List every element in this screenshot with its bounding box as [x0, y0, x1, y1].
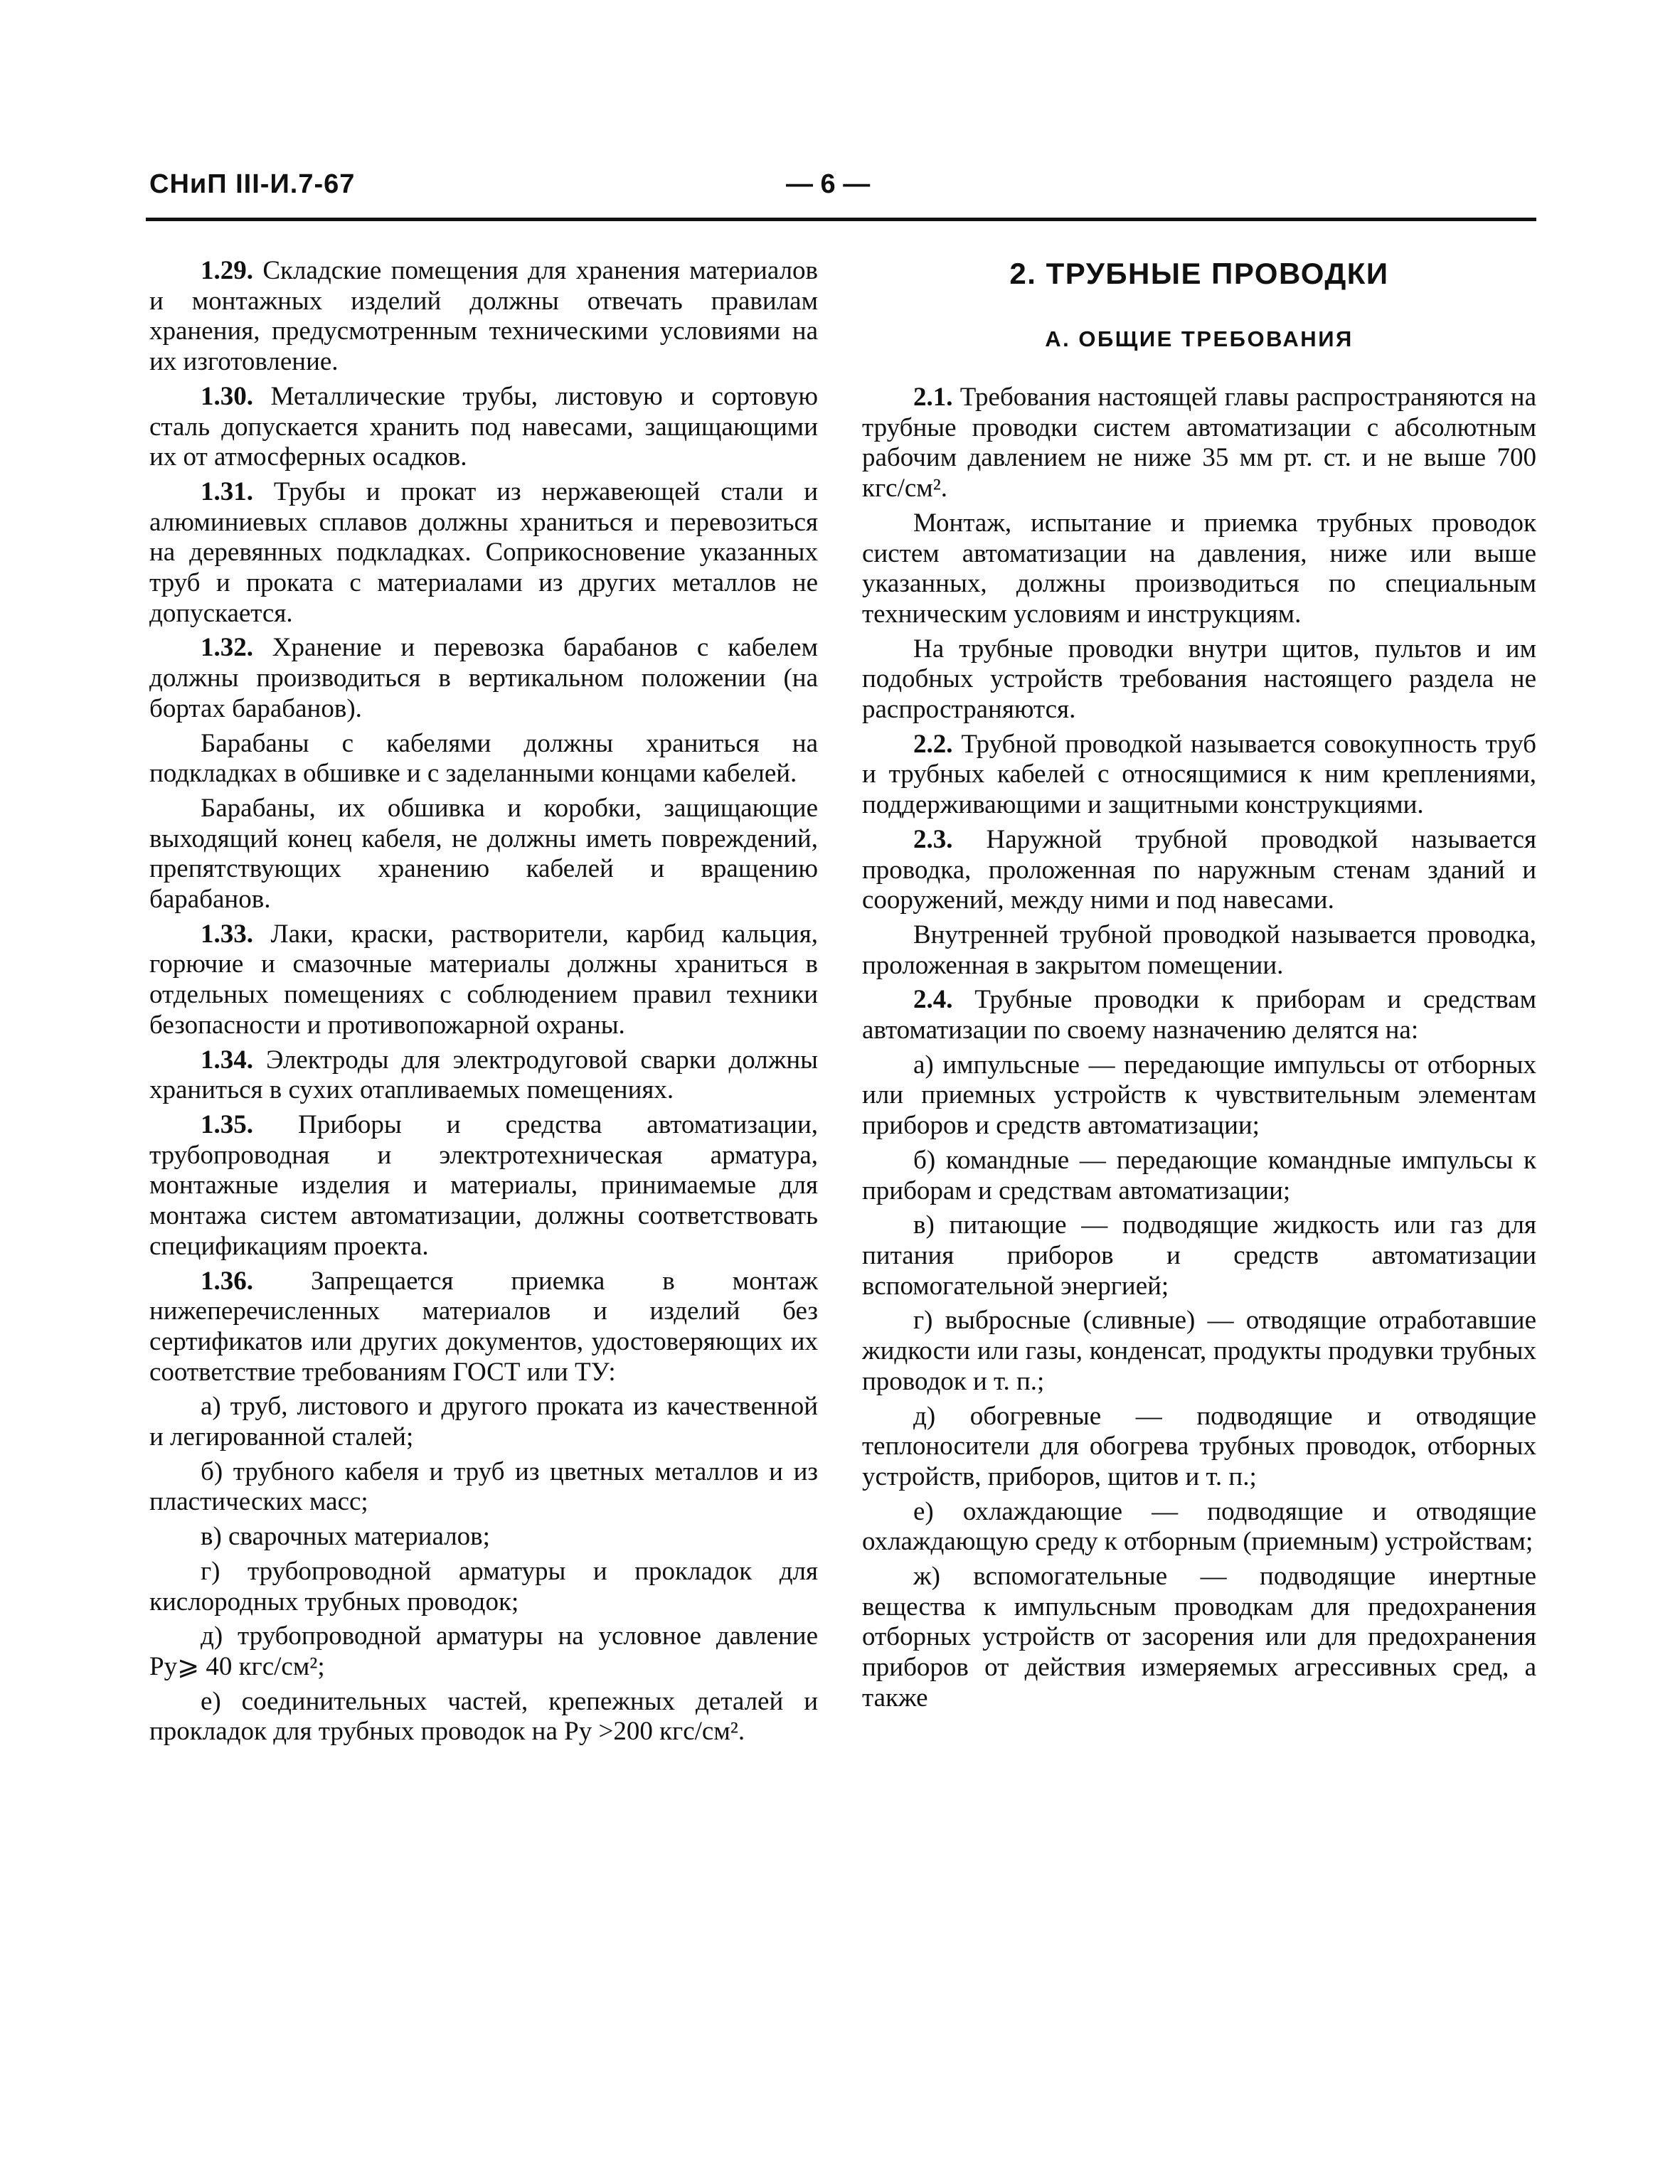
page-number: — 6 —: [786, 169, 871, 199]
list-item: [862, 1497, 1536, 1557]
paragraph-text: Монтаж, испытание и приемка трубных проводок систем автоматизации на давления, ниже или выше указанных, должны производиться по специальным техническим условиям и инструкциям.: [862, 508, 1536, 629]
list-item: [149, 1457, 818, 1518]
paragraph: [149, 256, 818, 378]
paragraph-number: 2.2.: [913, 729, 953, 759]
list-item: [862, 1562, 1536, 1714]
paragraph-text: Трубной проводкой называется совокупность труб и трубных кабелей с относящимися к ним креплениями, поддерживающими и защитными конструкциями.: [862, 729, 1536, 820]
list-item-text: е) охлаждающие — подводящие и отводящие охлаждающую среду к отборным (приемным) устройствам;: [862, 1496, 1536, 1557]
paragraph: [862, 920, 1536, 981]
paragraph-number: 2.4.: [913, 985, 953, 1015]
paragraph-number: 1.33.: [201, 919, 253, 949]
list-item: [149, 1522, 818, 1552]
paragraph-text: Металлические трубы, листовую и сортовую сталь допускается хранить под навесами, защищающими их от атмосферных осадков.: [149, 381, 818, 472]
paragraph: [149, 729, 818, 789]
list-item: [862, 1306, 1536, 1397]
left-column: [149, 256, 818, 1752]
list-item-text: а) труб, листового и другого проката из качественной и легированной сталей;: [149, 1392, 818, 1452]
paragraph-text: Наружной трубной проводкой называется проводка, проложенная по наружным стенам зданий и сооружений, между ними и под навесами.: [862, 824, 1537, 915]
paragraph-number: 1.31.: [201, 476, 253, 506]
paragraph-number: 1.30.: [201, 381, 253, 411]
list-item: [149, 1687, 818, 1747]
paragraph-number: 1.36.: [201, 1266, 253, 1296]
paragraph: [149, 1267, 818, 1388]
list-item: [862, 1050, 1536, 1141]
paragraph: [149, 382, 818, 473]
paragraph-text: Складские помещения для хранения материалов и монтажных изделий должны отвечать правилам хранения, предусмотренным техническими условиями на их изготовление.: [149, 256, 818, 377]
paragraph: [862, 383, 1536, 504]
page-header: [149, 169, 1536, 212]
list-item-text: д) трубопроводной арматуры на условное давление Pу⩾ 40 кгс/см²;: [149, 1621, 818, 1681]
list-item: [149, 1621, 818, 1682]
list-item-text: в) питающие — подводящие жидкость или газ для питания приборов и средств автоматизации вспомогательной энергией;: [862, 1210, 1536, 1301]
list-item: [149, 1557, 818, 1617]
list-item: [862, 1210, 1536, 1301]
paragraph-text: Трубы и прокат из нержавеющей стали и алюминиевых сплавов должны храниться и перевозиться на деревянных подкладках. Соприкосновение указанных труб и проката с материалами из других металлов не допускается.: [149, 476, 818, 628]
paragraph-text: Барабаны с кабелями должны храниться на подкладках в обшивке и с заделанными концами кабелей.: [149, 728, 818, 789]
paragraph: [149, 477, 818, 629]
list-item-text: б) командные — передающие командные импульсы к приборам и средствам автоматизации;: [862, 1145, 1536, 1205]
section-title: 2. ТРУБНЫЕ ПРОВОДКИ: [1009, 257, 1389, 290]
right-column: [862, 256, 1536, 1718]
paragraph: [149, 920, 818, 1041]
list-item-text: г) трубопроводной арматуры и прокладок для кислородных трубных проводок;: [149, 1556, 818, 1616]
list-item: [862, 1402, 1536, 1493]
paragraph-text: Хранение и перевозка барабанов с кабелем должны производиться в вертикальном положении (на бортах барабанов).: [149, 633, 818, 723]
subsection-title: А. ОБЩИЕ ТРЕБОВАНИЯ: [1045, 326, 1354, 351]
paragraph: [862, 634, 1536, 725]
paragraph-text: Электроды для электродуговой сварки должны храниться в сухих отапливаемых помещениях.: [149, 1045, 818, 1105]
paragraph-number: 1.29.: [201, 256, 253, 285]
paragraph: [862, 508, 1536, 630]
paragraph: [862, 825, 1536, 916]
list-item: [149, 1392, 818, 1452]
header-divider: [146, 218, 1536, 221]
paragraph-number: 2.3.: [913, 824, 953, 854]
paragraph-number: 1.35.: [201, 1109, 253, 1139]
paragraph: [862, 730, 1536, 821]
paragraph-text: Требования настоящей главы распространяются на трубные проводки систем автоматизации с абсолютным рабочим давлением не ниже 35 мм рт. ст. и не выше 700 кгс/см².: [862, 383, 1537, 504]
paragraph-text: На трубные проводки внутри щитов, пультов и им подобных устройств требования настоящего раздела не распространяются.: [862, 634, 1536, 725]
paragraph: [862, 985, 1536, 1045]
paragraph-number: 1.34.: [201, 1045, 253, 1075]
paragraph-text: Приборы и средства автоматизации, трубопроводная и электротехническая арматура, монтажные изделия и материалы, принимаемые для монтажа систем автоматизации, должны соответствовать спецификациям проекта.: [149, 1109, 819, 1261]
paragraph-text: Трубные проводки к приборам и средствам автоматизации по своему назначению делятся на:: [862, 985, 1536, 1045]
list-item-text: е) соединительных частей, крепежных деталей и прокладок для трубных проводок на Pу >200 кгс/см².: [149, 1686, 818, 1747]
document-code: СНиП III-И.7-67: [149, 169, 356, 199]
list-item-text: а) импульсные — передающие импульсы от отборных или приемных устройств к чувствительным элементам приборов и средств автоматизации;: [862, 1050, 1536, 1141]
paragraph-text: Лаки, краски, растворители, карбид кальция, горючие и смазочные материалы должны храниться в отдельных помещениях с соблюдением правил техники безопасности и противопожарной охраны.: [149, 919, 818, 1040]
list-item-text: г) выбросные (сливные) — отводящие отработавшие жидкости или газы, конденсат, продукты продувки трубных проводок и т. п.;: [862, 1306, 1536, 1396]
paragraph: [149, 633, 818, 724]
paragraph-text: Внутренней трубной проводкой называется проводка, проложенная в закрытом помещении.: [862, 920, 1536, 980]
paragraph: [149, 1045, 818, 1106]
paragraph: [149, 794, 818, 915]
paragraph-text: Барабаны, их обшивка и коробки, защищающие выходящий конец кабеля, не должны иметь повреждений, препятствующих хранению кабелей и вращению барабанов.: [149, 793, 818, 915]
paragraph-text: Запрещается приемка в монтаж нижеперечисленных материалов и изделий без сертификатов или других документов, удостоверяющих их соответствие требованиям ГОСТ или ТУ:: [149, 1266, 818, 1387]
paragraph-number: 2.1.: [913, 383, 953, 412]
paragraph-number: 1.32.: [201, 633, 253, 663]
paragraph: [149, 1110, 818, 1262]
list-item-text: б) трубного кабеля и труб из цветных металлов и из пластических масс;: [149, 1456, 818, 1517]
list-item-text: в) сварочных материалов;: [201, 1522, 490, 1552]
list-item-text: ж) вспомогательные — подводящие инертные вещества к импульсным проводкам для предохранения отборных устройств от засорения или для предохранения приборов от действия измеряемых агрессивных сред, а также: [862, 1562, 1536, 1712]
list-item: [862, 1146, 1536, 1206]
list-item-text: д) обогревные — подводящие и отводящие теплоносители для обогрева трубных проводок, отборных устройств, приборов, щитов и т. п.;: [862, 1401, 1536, 1491]
